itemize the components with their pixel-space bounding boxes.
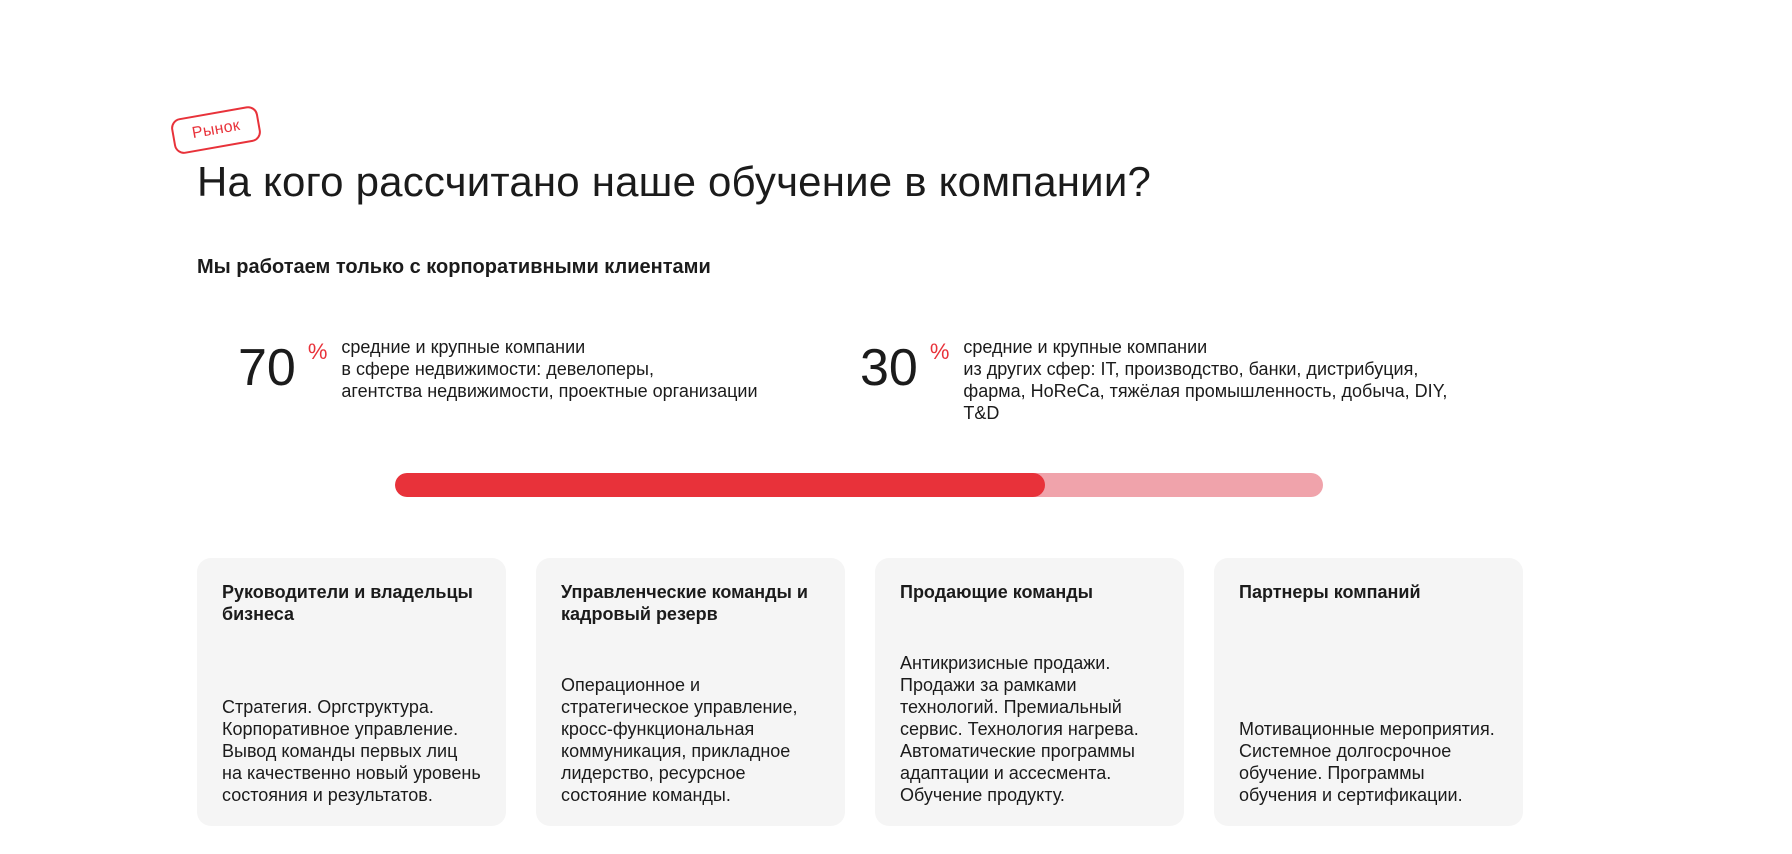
stat-description-line: средние и крупные компании (963, 337, 1208, 357)
audience-cards (197, 558, 1523, 826)
audience-card-owners (197, 558, 506, 826)
section-subtitle: Мы работаем только с корпоративными клиентами (197, 256, 711, 278)
stat-other-industries (860, 336, 1523, 424)
stat-value: 30 (860, 339, 918, 397)
audience-card-sales (875, 558, 1184, 826)
card-text: Стратегия. Оргструктура. Корпоративное управление. Вывод команды первых лиц на качественно новый уровень состояния и результатов. (222, 697, 481, 805)
stat-description-line: из других сфер: IT, производство, банки, дистрибуция, (963, 359, 1419, 379)
card-title: Продающие команды (900, 582, 1094, 602)
stat-description-line: агентства недвижимости, проектные организации (341, 381, 758, 401)
stat-description-line: в сфере недвижимости: девелоперы, (341, 359, 654, 379)
stat-description-line: фарма, HoReCa, тяжёлая промышленность, добыча, DIY, (963, 381, 1448, 401)
market-tag: Рынок (170, 105, 263, 156)
stat-description (341, 336, 881, 402)
stat-description-line: T&D (963, 403, 1000, 423)
stat-real-estate (238, 336, 881, 402)
audience-card-partners (1214, 558, 1523, 826)
card-text: Антикризисные продажи. Продажи за рамками технологий. Премиальный сервис. Технология нагрева. Автоматические программы адаптации и ассесмента. Обучение продукту. (900, 653, 1139, 805)
stat-description-line: средние и крупные компании (341, 337, 586, 357)
stat-unit: % (929, 339, 950, 364)
share-progress-fill (395, 473, 1045, 497)
share-progress-bar (395, 473, 1323, 497)
card-text: Операционное и стратегическое управление, кросс-функциональная коммуникация, прикладное лидерство, ресурсное состояние команды. (561, 675, 798, 805)
stat-unit: % (307, 339, 328, 364)
card-title: Партнеры компаний (1239, 582, 1421, 602)
audience-card-management (536, 558, 845, 826)
section-title: На кого рассчитано наше обучение в компании? (197, 158, 1152, 205)
card-title: Управленческие команды и кадровый резерв (561, 582, 808, 624)
stat-value: 70 (238, 339, 296, 397)
card-text: Мотивационные мероприятия. Системное долгосрочное обучение. Программы обучения и сертификации. (1239, 719, 1495, 805)
card-title: Руководители и владельцы бизнеса (222, 582, 473, 624)
stat-description (963, 336, 1523, 424)
